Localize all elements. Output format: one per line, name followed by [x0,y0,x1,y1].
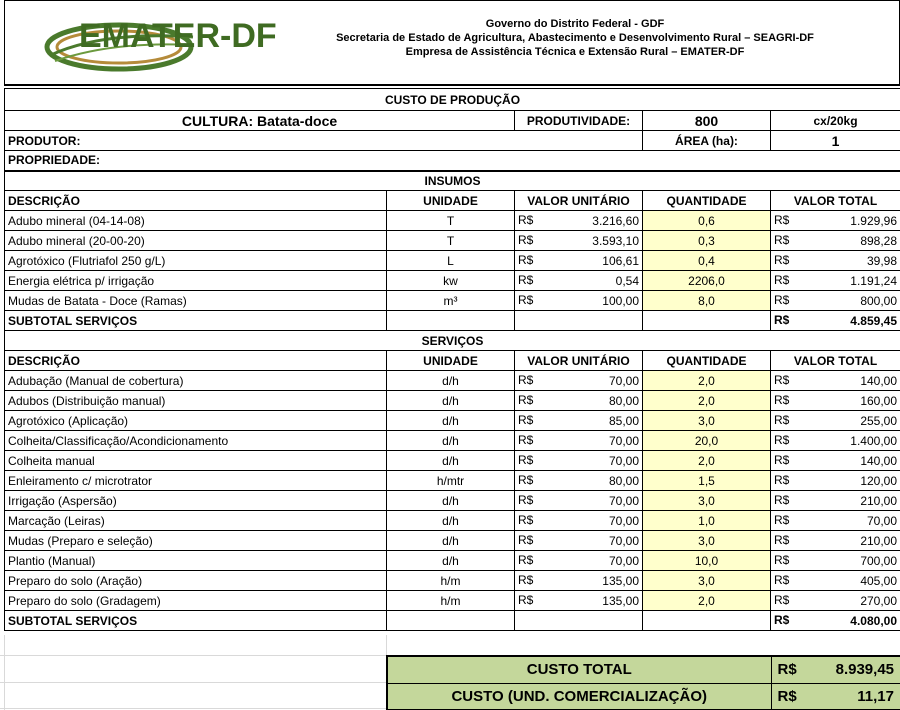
price-amount: 70,00 [608,453,639,468]
currency-symbol: R$ [518,513,534,527]
item-quantity[interactable]: 2,0 [643,591,771,611]
servicos-subtotal-row [5,611,900,631]
price-amount: 3.216,60 [592,213,639,228]
currency-symbol: R$ [774,613,790,627]
price-amount: 80,00 [608,473,639,488]
price-amount: 135,00 [602,573,639,588]
item-quantity[interactable]: 2,0 [643,451,771,471]
total-amount: 700,00 [860,553,898,568]
col-unidade: UNIDADE [387,351,515,371]
cultura-label[interactable]: CULTURA: Batata-doce [5,111,515,131]
currency-symbol: R$ [518,593,534,607]
currency-symbol: R$ [518,573,534,587]
item-description[interactable]: Enleiramento c/ microtrator [5,471,387,491]
table-row [5,451,900,471]
total-amount: 405,00 [860,573,898,588]
currency-symbol: R$ [774,533,790,547]
table-row [5,291,900,311]
produtividade-label: PRODUTIVIDADE: [515,111,643,131]
item-quantity[interactable]: 20,0 [643,431,771,451]
currency-symbol: R$ [774,593,790,607]
col-descricao: DESCRIÇÃO [5,191,387,211]
item-total[interactable] [771,491,900,511]
table-row [5,591,900,611]
item-quantity[interactable]: 3,0 [643,491,771,511]
item-quantity[interactable]: 0,3 [643,231,771,251]
currency-symbol: R$ [774,453,790,467]
price-amount: 3.593,10 [592,233,639,248]
total-amount: 255,00 [860,413,898,428]
currency-symbol: R$ [774,233,790,247]
item-description[interactable]: Adubo mineral (04-14-08) [5,211,387,231]
item-description[interactable]: Preparo do solo (Aração) [5,571,387,591]
item-unit-price[interactable] [515,491,643,511]
item-total[interactable] [771,291,900,311]
item-unit-price[interactable] [515,571,643,591]
price-amount: 85,00 [608,413,639,428]
item-description[interactable]: Colheita/Classificação/Acondicionamento [5,431,387,451]
table-row [5,271,900,291]
currency-symbol: R$ [774,473,790,487]
currency-symbol: R$ [774,393,790,407]
price-amount: 70,00 [608,513,639,528]
currency-symbol: R$ [774,513,790,527]
currency-symbol: R$ [774,313,790,327]
produtor-label[interactable]: PRODUTOR: [5,131,643,151]
currency-symbol: R$ [518,473,534,487]
area-label: ÁREA (ha): [643,131,771,151]
item-unit[interactable]: d/h [387,491,515,511]
item-total[interactable] [771,231,900,251]
currency-symbol: R$ [774,253,790,267]
item-unit[interactable]: kw [387,271,515,291]
item-unit-price[interactable] [515,391,643,411]
propriedade-label[interactable]: PROPRIEDADE: [5,151,900,171]
custo-total-row [387,656,900,683]
servicos-column-headers [5,351,900,371]
insumos-subtotal-label: SUBTOTAL SERVIÇOS [5,311,387,331]
gov-line-2: Secretaria de Estado de Agricultura, Abastecimento e Desenvolvimento Rural – SEAGRI-DF [336,32,814,44]
currency-symbol: R$ [518,413,534,427]
total-amount: 39,98 [866,253,898,268]
table-row [5,571,900,591]
total-amount: 800,00 [860,293,898,308]
empty-cell [515,611,643,631]
total-amount: 1.929,96 [850,213,898,228]
item-unit-price[interactable] [515,591,643,611]
item-total[interactable] [771,431,900,451]
servicos-section-title: SERVIÇOS [5,331,900,351]
government-heading [305,17,845,59]
empty-cell [387,611,515,631]
custo-total-label: CUSTO TOTAL [387,656,771,683]
item-quantity[interactable]: 0,4 [643,251,771,271]
total-amount: 160,00 [860,393,898,408]
table-row [5,431,900,451]
item-unit-price[interactable] [515,271,643,291]
item-description[interactable]: Adubos (Distribuição manual) [5,391,387,411]
item-description[interactable]: Mudas (Preparo e seleção) [5,531,387,551]
col-valor-unitario: VALOR UNITÁRIO [515,351,643,371]
logo-text: EMATER-DF [79,17,277,55]
price-amount: 70,00 [608,433,639,448]
item-unit-price[interactable] [515,211,643,231]
currency-symbol: R$ [774,573,790,587]
col-quantidade: QUANTIDADE [643,351,771,371]
item-quantity[interactable]: 1,5 [643,471,771,491]
table-row [5,491,900,511]
item-quantity[interactable]: 8,0 [643,291,771,311]
table-row [5,231,900,251]
col-unidade: UNIDADE [387,191,515,211]
table-row [5,251,900,271]
item-total[interactable] [771,391,900,411]
produtividade-unit: cx/20kg [771,111,900,131]
item-total[interactable] [771,411,900,431]
item-unit[interactable]: d/h [387,531,515,551]
item-quantity[interactable]: 3,0 [643,411,771,431]
item-quantity[interactable]: 0,6 [643,211,771,231]
cost-table [4,88,900,631]
item-description[interactable]: Colheita manual [5,451,387,471]
currency-symbol: R$ [518,433,534,447]
price-amount: 100,00 [602,293,639,308]
item-description[interactable]: Agrotóxico (Flutriafol 250 g/L) [5,251,387,271]
currency-symbol: R$ [518,493,534,507]
produtividade-value[interactable]: 800 [643,111,771,131]
item-total[interactable] [771,531,900,551]
currency-symbol: R$ [518,373,534,387]
item-total[interactable] [771,451,900,471]
item-unit[interactable]: L [387,251,515,271]
total-amount: 1.191,24 [850,273,898,288]
item-quantity[interactable]: 2,0 [643,391,771,411]
price-amount: 0,54 [615,273,639,288]
total-amount: 1.400,00 [850,433,898,448]
custo-und-row [387,683,900,710]
price-amount: 70,00 [608,493,639,508]
table-row [5,371,900,391]
total-amount: 898,28 [860,233,898,248]
insumos-subtotal-row [5,311,900,331]
item-unit[interactable]: T [387,211,515,231]
gridline [4,635,5,710]
gov-line-3: Empresa de Assistência Técnica e Extensão Rural – EMATER-DF [405,46,745,58]
currency-symbol: R$ [774,213,790,227]
item-quantity[interactable]: 3,0 [643,531,771,551]
gov-line-1: Governo do Distrito Federal - GDF [485,18,665,30]
item-quantity[interactable]: 10,0 [643,551,771,571]
item-unit-price[interactable] [515,451,643,471]
insumos-section-title: INSUMOS [5,171,900,191]
item-unit[interactable]: h/mtr [387,471,515,491]
item-unit-price[interactable] [515,431,643,451]
total-amount: 270,00 [860,593,898,608]
item-quantity[interactable]: 3,0 [643,571,771,591]
total-amount: 70,00 [866,513,898,528]
table-row [5,411,900,431]
item-total[interactable] [771,571,900,591]
currency-symbol: R$ [518,273,534,287]
subtotal-amount: 4.859,45 [850,313,898,328]
currency-symbol: R$ [518,253,534,267]
price-amount: 70,00 [608,553,639,568]
insumos-subtotal-value[interactable] [771,311,900,331]
item-unit[interactable]: d/h [387,431,515,451]
item-unit-price[interactable] [515,251,643,271]
item-unit-price[interactable] [515,511,643,531]
item-unit[interactable]: T [387,231,515,251]
currency-symbol: R$ [774,273,790,287]
empty-cell [387,311,515,331]
item-description[interactable]: Agrotóxico (Aplicação) [5,411,387,431]
item-unit-price[interactable] [515,411,643,431]
item-unit-price[interactable] [515,291,643,311]
currency-symbol: R$ [518,213,534,227]
price-amount: 80,00 [608,393,639,408]
custo-total-value[interactable]: 8.939,45 [811,656,900,683]
servicos-subtotal-label: SUBTOTAL SERVIÇOS [5,611,387,631]
table-row [5,551,900,571]
item-description[interactable]: Adubação (Manual de cobertura) [5,371,387,391]
col-quantidade: QUANTIDADE [643,191,771,211]
currency-symbol: R$ [774,373,790,387]
currency-symbol: R$ [518,293,534,307]
item-total[interactable] [771,511,900,531]
item-description[interactable]: Plantio (Manual) [5,551,387,571]
currency-symbol: R$ [518,453,534,467]
item-unit-price[interactable] [515,551,643,571]
price-amount: 70,00 [608,533,639,548]
currency-symbol: R$ [774,553,790,567]
item-total[interactable] [771,591,900,611]
empty-cell [643,611,771,631]
item-total[interactable] [771,551,900,571]
price-amount: 70,00 [608,373,639,388]
currency-symbol: R$ [774,433,790,447]
insumos-column-headers [5,191,900,211]
item-unit[interactable]: d/h [387,411,515,431]
item-quantity[interactable]: 2206,0 [643,271,771,291]
subtotal-amount: 4.080,00 [850,613,898,628]
item-total[interactable] [771,251,900,271]
col-valor-unitario: VALOR UNITÁRIO [515,191,643,211]
item-description[interactable]: Preparo do solo (Gradagem) [5,591,387,611]
empty-cell [643,311,771,331]
item-unit-price[interactable] [515,471,643,491]
price-amount: 106,61 [602,253,639,268]
document-header [4,0,900,86]
custo-und-label: CUSTO (UND. COMERCIALIZAÇÃO) [387,683,771,710]
item-unit[interactable]: h/m [387,591,515,611]
currency-symbol: R$ [518,553,534,567]
item-description[interactable]: Adubo mineral (20-00-20) [5,231,387,251]
item-total[interactable] [771,471,900,491]
item-unit[interactable]: d/h [387,511,515,531]
currency-symbol: R$ [518,533,534,547]
total-amount: 140,00 [860,373,898,388]
col-valor-total: VALOR TOTAL [771,351,900,371]
total-amount: 140,00 [860,453,898,468]
empty-cell [515,311,643,331]
item-total[interactable] [771,271,900,291]
table-row [5,211,900,231]
item-unit[interactable]: d/h [387,551,515,571]
currency-symbol: R$ [518,393,534,407]
item-description[interactable]: Mudas de Batata - Doce (Ramas) [5,291,387,311]
custo-total-currency: R$ [771,656,811,683]
table-row [5,531,900,551]
item-description[interactable]: Energia elétrica p/ irrigação [5,271,387,291]
item-total[interactable] [771,371,900,391]
price-amount: 135,00 [602,593,639,608]
item-quantity[interactable]: 2,0 [643,371,771,391]
item-unit-price[interactable] [515,231,643,251]
item-unit[interactable]: h/m [387,571,515,591]
item-unit-price[interactable] [515,371,643,391]
item-unit[interactable]: m³ [387,291,515,311]
total-amount: 210,00 [860,533,898,548]
item-unit[interactable]: d/h [387,371,515,391]
custo-und-currency: R$ [771,683,811,710]
item-description[interactable]: Marcação (Leiras) [5,511,387,531]
item-quantity[interactable]: 1,0 [643,511,771,531]
currency-symbol: R$ [518,233,534,247]
currency-symbol: R$ [774,293,790,307]
total-amount: 120,00 [860,473,898,488]
area-value[interactable]: 1 [771,131,900,151]
emater-df-logo [43,11,303,73]
col-descricao: DESCRIÇÃO [5,351,387,371]
table-row [5,511,900,531]
custo-und-value[interactable]: 11,17 [811,683,900,710]
table-row [5,471,900,491]
item-unit-price[interactable] [515,531,643,551]
total-amount: 210,00 [860,493,898,508]
item-total[interactable] [771,211,900,231]
item-description[interactable]: Irrigação (Aspersão) [5,491,387,511]
currency-symbol: R$ [774,493,790,507]
item-unit[interactable]: d/h [387,451,515,471]
totals-box [386,655,900,710]
item-unit[interactable]: d/h [387,391,515,411]
servicos-subtotal-value[interactable] [771,611,900,631]
col-valor-total: VALOR TOTAL [771,191,900,211]
table-row [5,391,900,411]
currency-symbol: R$ [774,413,790,427]
page-title: CUSTO DE PRODUÇÃO [5,89,900,111]
